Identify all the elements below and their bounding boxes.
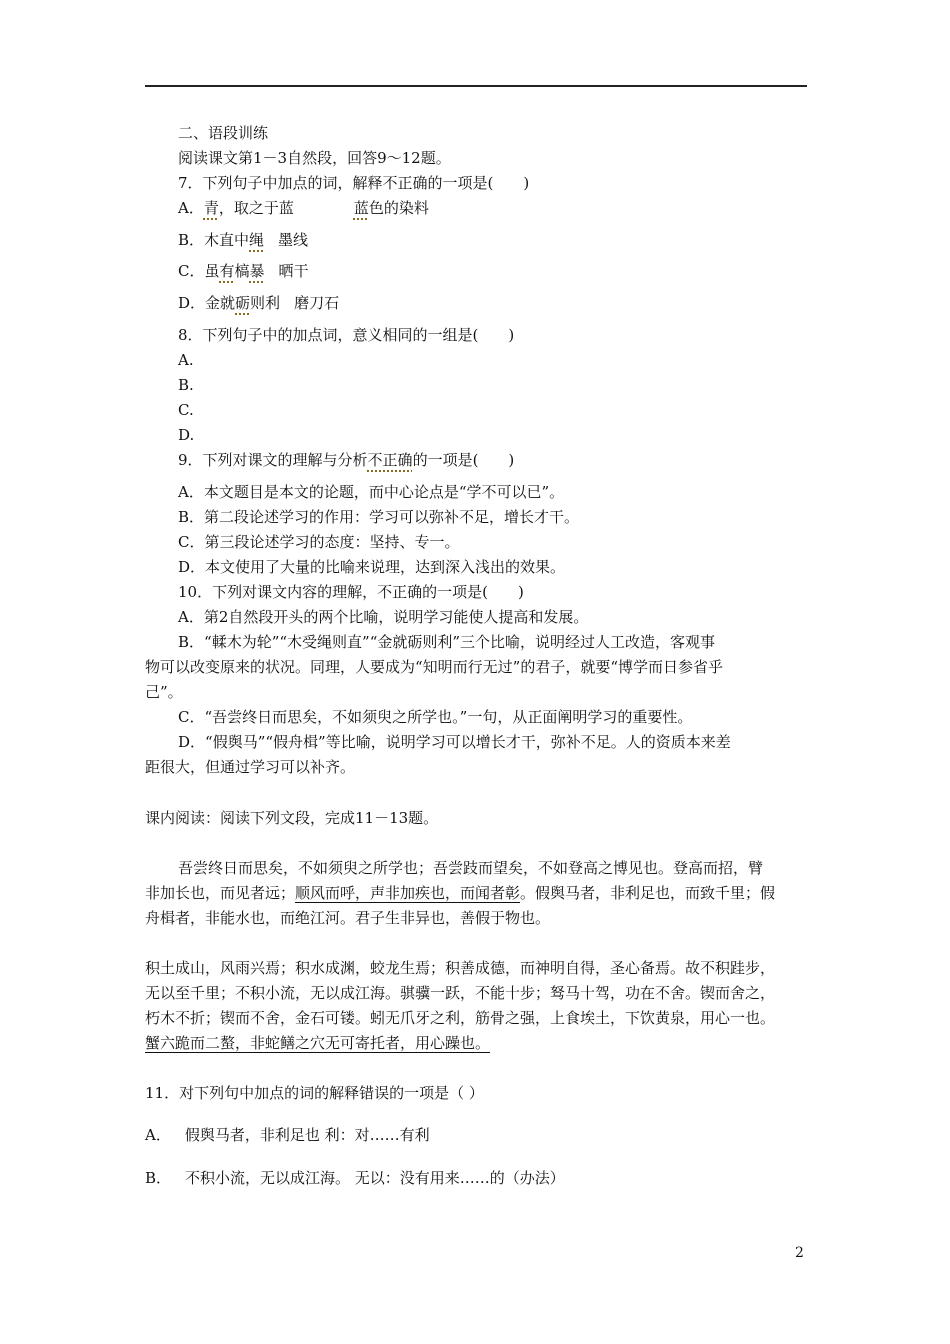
page-number: 2 [795,1245,804,1261]
q8-stem: 8．下列句子中的加点词，意义相同的一组是( ) [178,326,515,344]
q10-option-c: C．“吾尝终日而思矣，不如须臾之所学也。”一句，从正面阐明学习的重要性。 [178,708,693,726]
q9-stem-end: 的一项是( ) [412,451,515,469]
q7-a-word2: 蓝 [278,199,294,217]
q8-option-a: A. [178,351,194,369]
q11-option-a [145,1125,430,1145]
q9-stem-start: 9．下列对课文的理解与分析 [178,451,368,469]
q9-stem [178,450,514,470]
q7-a-prefix: A． [178,199,204,217]
instruction: 阅读课文第1－3自然段，回答9～12题。 [178,149,451,167]
q7-d-dotted-word: 砺 [235,294,251,312]
q9-option-c: C．第三段论述学习的态度：坚持、专一。 [178,533,460,551]
q10-stem: 10．下列对课文内容的理解，不正确的一项是( ) [178,583,524,601]
q7-option-b [178,230,308,250]
q9-option-d: D．本文使用了大量的比喻来说理，达到深入浅出的效果。 [178,558,566,576]
passage1-line2-start: 非加长也，而见者远； [145,884,296,902]
q7-c-mid: 槁 [234,262,250,280]
q7-b-dotted-word: 绳 [249,231,265,249]
q7-a-answer: 色的染料 [368,199,429,217]
q7-a-dotted-word: 青 [203,199,219,217]
q7-option-c [178,261,309,281]
q11-a-prefix: A． [145,1126,171,1144]
q7-d-prefix: D．金就 [178,294,236,312]
q8-option-b: B. [178,376,194,394]
q7-d-mid: 则利 [250,294,281,312]
q11-stem: 11．对下列句中加点的词的解释错误的一项是（ ） [145,1084,484,1102]
q7-option-a [178,198,429,218]
q7-b-prefix: B．木直中 [178,231,250,249]
q7-c-prefix: C．虽 [178,262,220,280]
passage2-line2: 无以至千里；不积小流，无以成江海。骐骥一跃，不能十步；驽马十驾，功在不舍。锲而舍之， [145,984,776,1002]
q7-a-answer-word: 蓝 [353,199,369,217]
passage1-line2-end: 。假舆马者，非利足也，而致千里；假 [520,884,776,902]
q9-option-a: A．本文题目是本文的论题，而中心论点是“学不可以已”。 [178,483,565,501]
header-rule [145,85,807,87]
q7-c-dotted-word: 有 [219,262,235,280]
passage2-line1: 积土成山，风雨兴焉；积水成渊，蛟龙生焉；积善成德，而神明自得，圣心备焉。故不积跬步， [145,959,776,977]
passage1-line1: 吾尝终日而思矣，不如须臾之所学也；吾尝跂而望矣，不如登高之博见也。登高而招，臂 [178,859,764,877]
q9-stem-emphasis: 不正确 [367,451,413,469]
q7-d-answer: 磨刀石 [294,294,340,312]
section-title: 二、语段训练 [178,124,269,142]
q10-option-b-line3: 己”。 [145,683,183,701]
q7-option-d [178,293,339,313]
q7-b-answer: 墨线 [278,231,309,249]
q10-option-d-line2: 距很大，但通过学习可以补齐。 [145,758,356,776]
passage1-line3: 舟楫者，非能水也，而绝江河。君子生非异也，善假于物也。 [145,909,551,927]
q10-option-d-line1: D．“假舆马”“假舟楫”等比喻，说明学习可以增长才干，弥补不足。人的资质本来差 [178,733,731,751]
q11-b-text: 不积小流，无以成江海。 无以：没有用来……的（办法） [185,1169,565,1187]
passage2-underlined-sentence: 蟹六跪而二螯，非蛇鳝之穴无可寄托者，用心躁也。 [145,1034,491,1052]
q11-a-text: 假舆马者，非利足也 利：对……有利 [184,1126,430,1144]
reading-intro: 课内阅读：阅读下列文段，完成11－13题。 [145,809,439,827]
q7-c-answer: 晒干 [278,262,309,280]
q11-option-b [145,1168,565,1188]
q7-c-dotted-word2: 暴 [249,262,265,280]
q10-option-b-line1: B．“輮木为轮”“木受绳则直”“金就砺则利”三个比喻，说明经过人工改造，客观事 [178,633,716,651]
q10-option-a: A．第2自然段开头的两个比喻，说明学习能使人提高和发展。 [178,608,589,626]
passage2-line4 [145,1033,490,1053]
passage2-line3: 朽木不折；锲而不舍，金石可镂。蚓无爪牙之利，筋骨之强，上食埃土，下饮黄泉，用心一也。 [145,1009,776,1027]
q8-option-d: D. [178,426,195,444]
q7-a-text: ，取之于 [218,199,279,217]
passage1-underlined-sentence: 顺风而呼，声非加疾也，而闻者彰 [295,884,521,902]
passage1-line2 [145,883,775,903]
q7-stem: 7．下列句子中加点的词，解释不正确的一项是( ) [178,174,530,192]
q11-b-prefix: B． [145,1169,172,1187]
q8-option-c: C. [178,401,194,419]
q10-option-b-line2: 物可以改变原来的状况。同理，人要成为“知明而行无过”的君子，就要“博学而日参省乎 [145,658,724,676]
q9-option-b: B．第二段论述学习的作用：学习可以弥补不足，增长才干。 [178,508,580,526]
